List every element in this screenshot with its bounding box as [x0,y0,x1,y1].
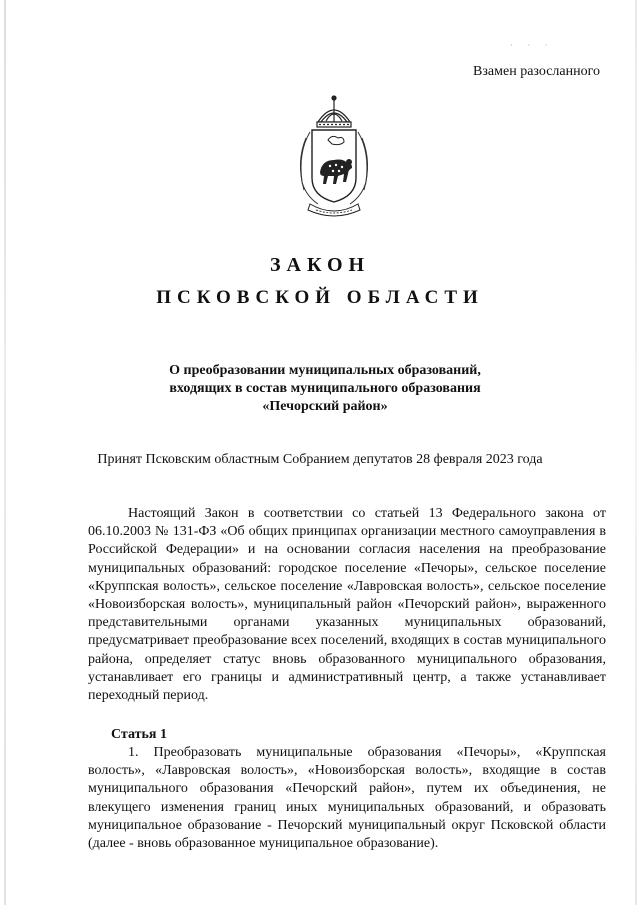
subject-line: «Печорский район» [262,399,388,414]
law-title: ЗАКОН [269,254,371,276]
article-paragraph: 1. Преобразовать муниципальные образования «Печоры», «Круппская волость», «Лавровская волость», «Новоизборская волость», входящие в состав муниципального образования «Печорский район», путем их объединения, не влекущего изменения границ иных муниципальных образований, и образовать муниципальное образование - Печорский муниципальный округ Псковской области (далее - вновь образованное муниципальное образование). [88,745,606,852]
scan-specks: · · · [510,40,554,50]
pskov-coat-of-arms-icon [288,92,380,220]
preamble-paragraph: Настоящий Закон в соответствии со статьей 13 Федерального закона от 06.10.2003 № 131-ФЗ «Об общих принципах организации местного самоуправления в Российской Федерации» и на основании согласия населения на преобразование муниципальных образований: городское поселение «Печоры», сельское поселение «Круппская волость», сельское поселение «Лавровская волость», сельское поселение «Новоизборская волость», муниципальный район «Печорский район», выраженного представительными органами указанных муниципальных образований, предусматривает преобразование всех поселений, входящих в состав муниципального района, определяет статус вновь образованного муниципального образования, устанавливает его границы и административный центр, а также устанавливает переходный период. [88,506,606,704]
subject-line: О преобразовании муниципальных образований, [169,363,481,378]
region-title: ПСКОВСКОЙ ОБЛАСТИ [156,287,484,308]
subject-line: входящих в состав муниципального образования [169,381,481,396]
article-heading: Статья 1 [111,727,167,742]
adoption-line: Принят Псковским областным Собранием депутатов 28 февраля 2023 года [97,452,543,467]
law-subject [80,362,570,416]
replacement-note: Взамен разосланного [473,64,600,79]
